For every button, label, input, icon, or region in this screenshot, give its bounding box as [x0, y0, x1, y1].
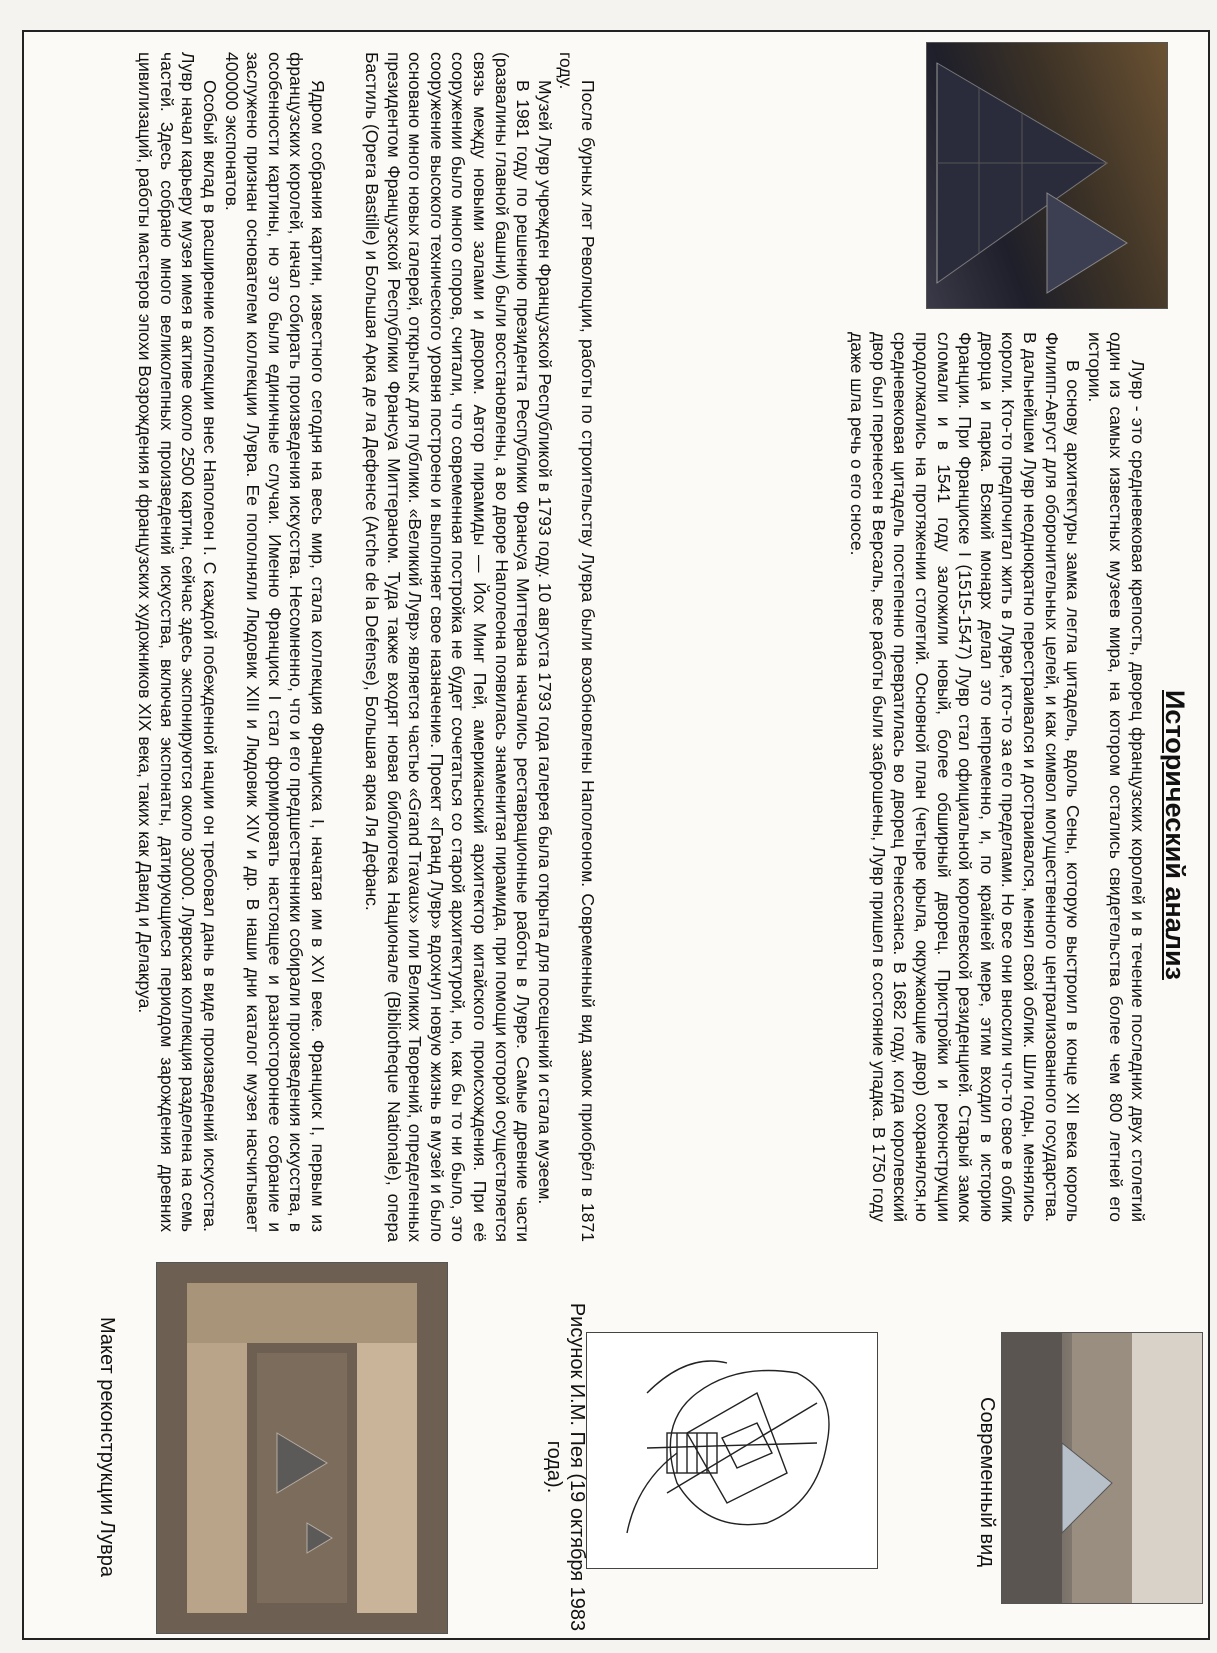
- paragraph-collection: Ядром собрания картин, известного сегодня на весь мир, стала коллекция Франциска I, начатая им в XVI веке. Франциск I, первым из французских королей, начал собирать произведения искусства. Несомненно, что и его предшественники собирали произведения искусства, в особенности картины, но это были единичные случаи. Именно Франциск I стал формировать настоящее и разностороннее собрание и заслужено признан основателем коллекции Лувра. Ее пополняли Людовик XIII и Людовик XIV и др. В наши дни каталог музея насчитывает 400000 экспонатов.: [221, 52, 328, 1232]
- collection-text: [134, 52, 328, 1232]
- modern-view-photo: [1001, 1332, 1203, 1604]
- rotated-page: [24, 32, 1208, 1638]
- paragraph-history: В основу архитектуры замка легла цитадель, вдоль Сены, которую выстроил в конце XII века король Филипп-Август для оборонительных целей, и как символ могущественного централизованного государства. В дальнейшем Лувр неоднократно перестраивался и достраивался, менял свой облик. Шли годы, менялись короли. Кто-то предпочитал жить в Лувре, кто-то за его пределами. Но все они вносили что-то свое в облик дворца и парка. Всякий монарх делал это непременно, и, по крайней мере, этим входил в историю Франции. При Франциске I (1515-1547) Лувр стал официальной королевской резиденцией. Старый замок сломали и в 1541 году заложили новый, более обширный дворец. Пристройки и реконструкции продолжались на протяжении столетий. Основной план (четыре крыла, окружающие двор) сохранялся,но средневековая цитадель постепенно превратилась во дворец Ренессанса. В 1682 году, когда королевский двор был перенесен в Версаль, все работы были заброшены, Лувр пришел в состояние упадка. В 1750 году даже шла речь о его сносе.: [847, 332, 1084, 1222]
- pyramid-photo: [926, 42, 1168, 309]
- caption-sketch: Рисунок И.М. Пея (19 октября 1983 года).: [543, 1302, 588, 1632]
- revolution-text: [360, 52, 598, 1242]
- page-title: Исторический анализ: [1160, 690, 1190, 980]
- document-sheet: [22, 30, 1210, 1640]
- reconstruction-model-photo: [156, 1262, 448, 1634]
- pei-sketch-image: [586, 1332, 878, 1569]
- caption-model: Макет реконструкции Лувра: [96, 1317, 118, 1577]
- paragraph-intro: Лувр - это средневековая крепость, дворец французских королей и в течение последних двух столетий один из самых известных музеев мира, на котором остались свидетельства более чем 800 летней его истории.: [1084, 332, 1148, 1222]
- paragraph-grand-louvre: В 1981 году по решению президента Республики Франсуа Миттерана начались реставрационные работы в Лувре. Самые древние части (развалины главной башни) были восстановлены, а во дворе Наполеона появилась знаменитая пирамида, при помощи которой осуществляется связь между новыми залами и двором. Автор пирамиды — Йох Минг Пей, американский архитектор китайского происхождения. При её сооружении было много споров, считали, что современная постройка не будет сочетаться со старой архитектурой, но, как бы то ни было, это сооружение высокого технического уровня построено и выполняет свое назначение. Проект «Гранд Лувр» вдохнул новую жизнь в музей и было основано много новых галерей, открытых для публики. «Великий Лувр» является частью «Grand Travaux» или Великих Творений, определенных президентом Французской Республики Франсуа Миттераном. Туда также входят новая библиотека Национале (Bibliotheque Nationale), опера Бастиль (Opera Bastille) и Большая Арка де ла Дефенсе (Arche de la Defense), Большая арка Ля Дефанс.: [362, 52, 534, 1242]
- paragraph-napoleon: Особый вклад в расширение коллекции внес Наполеон I. С каждой побежденной нации он требовал дань в виде произведений искусства. Лувр начал карьеру музея имея в активе около 2500 картин, сейчас здесь экспонируются около 30000. Луврская коллекция разделена на семь частей. Здесь собрано много великолепных произведений искусства, включая экспонаты, датирующиеся периодом зарождения древних цивилизаций, работы мастеров эпохи Возрождения и французских художников XIX века, таких как Давид и Делакруа.: [135, 52, 221, 1232]
- caption-modern-view: Современный вид: [976, 1397, 998, 1567]
- intro-text: [846, 332, 1148, 1222]
- paragraph-revolution: После бурных лет Революции, работы по строительству Лувра были возобновлены Наполеоном. Современный вид замок приобрёл в 1871 году.: [556, 52, 598, 1242]
- paragraph-museum: Музей Лувр учрежден Французской Республикой в 1793 году. 10 августа 1793 года галерея была открыта для посещений и стала музеем.: [534, 80, 555, 1205]
